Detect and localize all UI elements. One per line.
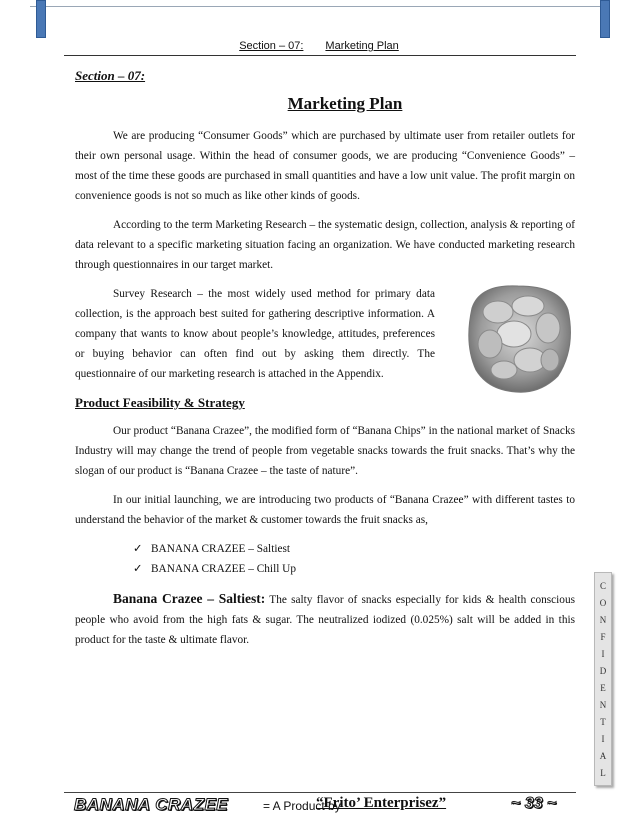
footer-rule <box>64 792 576 793</box>
paragraph-product: Our product “Banana Crazee”, the modified form of “Banana Chips” in the national market of Snacks Industry will may change the trend of people from vegetable snacks towards the fruit snacks. That’s why the slogan of our product is “Banana Crazee – the taste of nature”. <box>75 425 575 477</box>
survey-section <box>75 284 575 384</box>
page-number: ~ 33 ~ <box>511 795 557 812</box>
checkmark-icon: ✓ <box>133 562 143 575</box>
paragraph-marketing-research: According to the term Marketing Research – the systematic design, collection, analysis & reporting of data relevant to a specific marketing situation facing an organization. We have conducted marketing research through questionnaires in our target market. <box>75 219 575 271</box>
list-item: ✓ BANANA CRAZEE – Chill Up <box>133 559 575 579</box>
page-frame <box>30 6 608 35</box>
checkmark-icon: ✓ <box>133 542 143 555</box>
subheading-product-feasibility: Product Feasibility & Strategy <box>75 395 245 410</box>
list-item: ✓ BANANA CRAZEE – Saltiest <box>133 539 575 559</box>
page-content <box>75 62 575 659</box>
footer-tagline: = A Product by <box>263 799 341 813</box>
running-header <box>0 40 638 52</box>
saltiest-lead: Banana Crazee – Saltiest: <box>113 591 266 606</box>
product-list <box>75 539 575 579</box>
header-rule <box>64 55 576 56</box>
footer-company: “Frito’ Enterprisez” <box>316 795 447 811</box>
corner-decoration-left <box>36 0 46 38</box>
paragraph-saltiest: Banana Crazee – Saltiest: The salty flavor of snacks especially for kids & health conscious people who avoid from the high fats & sugar. The neutralized iodized (0.025%) salt will be added in this product for the taste & ultimate flavor. <box>75 591 575 646</box>
paragraph-launch: In our initial launching, we are introducing two products of “Banana Crazee” with different tastes to understand the behavior of the market & customer towards the fruit snacks as, <box>75 494 575 526</box>
header-title: Marketing Plan <box>325 40 399 52</box>
banana-chips-photo <box>460 278 578 396</box>
corner-decoration-right <box>600 0 610 38</box>
page-title: Marketing Plan <box>287 94 403 113</box>
confidential-sidebar: C O N F I D E N T I A L <box>594 572 612 786</box>
paragraph-survey-research: Survey Research – the most widely used method for primary data collection, is the approach best suited for gathering descriptive information. A company that wants to know about people’s knowledge, attitudes, preferences or buying behavior can often find out by asking them directly. The questionnaire of our marketing research is attached in the Appendix. <box>75 288 435 380</box>
page-footer <box>74 795 574 819</box>
paragraph-consumer-goods: We are producing “Consumer Goods” which are purchased by ultimate user from retailer outlets for their own personal usage. Within the head of consumer goods, we are producing “Convenience Goods” – most of the time these goods are purchased in small quantities and have a low unit value. The profit margin on convenience goods is not so much as like other kinds of goods. <box>75 130 575 202</box>
footer-brand: BANANA CRAZEE <box>74 795 229 814</box>
section-label: Section – 07: <box>75 68 146 83</box>
header-section: Section – 07: <box>239 40 304 52</box>
